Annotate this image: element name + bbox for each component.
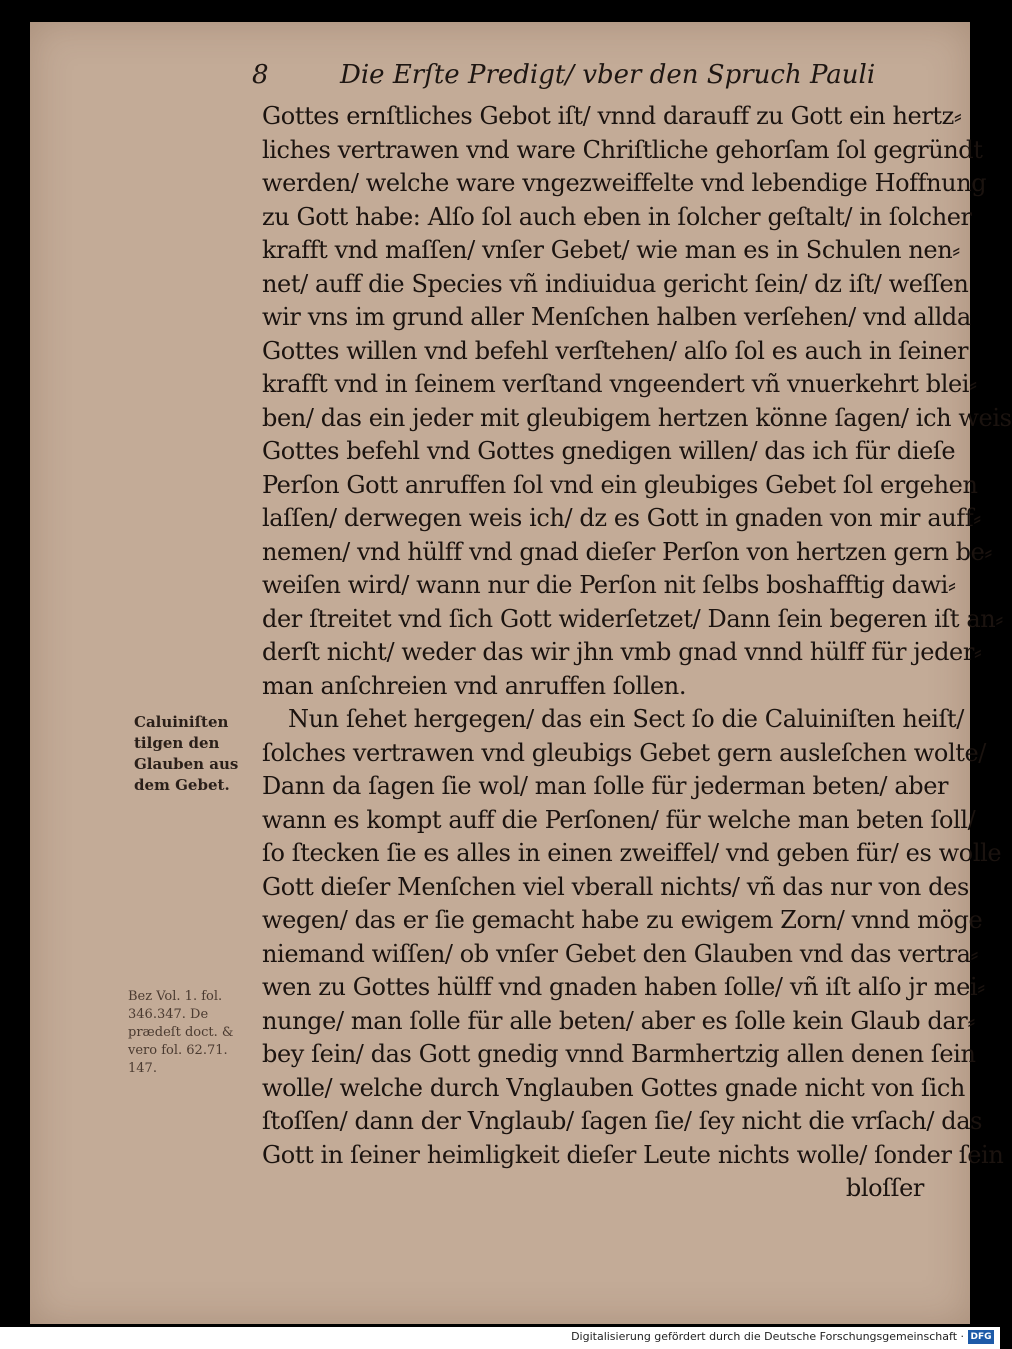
footer-bar: [0, 1327, 1000, 1349]
marginal-line: Caluiniſten: [134, 713, 229, 731]
text-line: Gottes willen vnd befehl verſtehen/ alſo ſol es auch in ſeiner: [262, 336, 969, 365]
funding-notice: Digitalisierung gefördert durch die Deutsche Forschungsgemeinschaft ·: [571, 1330, 964, 1343]
text-line: zu Gott habe: Alſo ſol auch eben in ſolcher geſtalt/ in ſolcher: [262, 202, 972, 231]
text-line: laſſen/ derwegen weis ich/ dz es Gott in gnaden von mir auff⸗: [262, 504, 981, 532]
marginal-line: vero fol. 62.71.: [128, 1043, 228, 1058]
marginal-line: Bez Vol. 1. fol.: [128, 989, 223, 1004]
text-line: bey ſein/ das Gott gnedig vnnd Barmhertzig allen denen ſein: [262, 1040, 976, 1068]
text-line: wen zu Gottes hülff vnd gnaden haben ſolle/ vñ iſt alſo jr mei⸗: [262, 973, 985, 1001]
text-line: niemand wiſſen/ ob vnſer Gebet den Glauben vnd das vertra⸗: [262, 939, 979, 968]
text-line: ſtoſſen/ dann der Vnglaub/ ſagen ſie/ ſey nicht die vrſach/ das: [262, 1107, 983, 1135]
text-line: Gott dieſer Menſchen viel vberall nichts/ vñ das nur von des: [262, 872, 969, 901]
text-line: krafft vnd in ſeinem verſtand vngeendert vñ vnuerkehrt blei⸗: [262, 370, 977, 398]
text-line: Gottes befehl vnd Gottes gnedigen willen/ das ich für dieſe: [262, 437, 956, 465]
text-line: Dann da ſagen ſie wol/ man ſolle für jederman beten/ aber: [262, 772, 949, 800]
text-line: wir vns im grund aller Menſchen halben verſehen/ vnd allda: [262, 303, 971, 331]
text-line: werden/ welche ware vngezweiffelte vnd lebendige Hoffnung: [262, 169, 987, 197]
text-line: wolle/ welche durch Vnglauben Gottes gnade nicht von ſich: [262, 1073, 965, 1102]
page-number: 8: [252, 60, 269, 90]
text-line: Nun ſehet hergegen/ das ein Sect ſo die Caluiniſten heiſt/: [288, 705, 964, 733]
text-line: ſolches vertrawen vnd gleubigs Gebet gern ausleſchen wolte/: [262, 738, 986, 767]
marginal-note: [134, 712, 238, 796]
text-line: Gott in ſeiner heimligkeit dieſer Leute nichts wolle/ ſonder ſein: [262, 1140, 1004, 1169]
marginal-line: 346.347. De: [128, 1007, 209, 1022]
text-line: net/ auff die Species vñ indiuidua gericht ſein/ dz iſt/ weſſen: [262, 269, 969, 298]
marginal-line: tilgen den: [134, 734, 220, 752]
dfg-logo-icon: DFG: [968, 1330, 994, 1344]
text-line: derſt nicht/ weder das wir jhn vmb gnad vnnd hülff für jeder⸗: [262, 638, 982, 666]
text-line: weiſen wird/ wann nur die Perſon nit ſelbs boshafftig dawi⸗: [262, 571, 956, 599]
marginal-line: 147.: [128, 1061, 157, 1076]
text-line: krafft vnd maſſen/ vnſer Gebet/ wie man es in Schulen nen⸗: [262, 236, 960, 264]
text-line: nemen/ vnd hülff vnd gnad dieſer Perſon von hertzen gern be⸗: [262, 537, 992, 566]
marginal-line: prædeſt doct. &: [128, 1025, 234, 1040]
text-line: wegen/ das er ſie gemacht habe zu ewigem Zorn/ vnnd möge: [262, 906, 983, 934]
text-line: wann es kompt auff die Perſonen/ für welche man beten ſoll/: [262, 805, 976, 834]
marginal-reference: [128, 988, 233, 1078]
marginal-line: dem Gebet.: [134, 776, 230, 794]
text-line: liches vertrawen vnd ware Chriſtliche gehorſam ſol gegründt: [262, 135, 983, 164]
catchword: bloſſer: [845, 1174, 924, 1202]
text-line: ſo ſtecken ſie es alles in einen zweiffel/ vnd geben für/ es wolle: [262, 839, 1002, 867]
running-head-title: Die Erſte Predigt/ vber den Spruch Pauli: [340, 60, 876, 90]
text-line: Perſon Gott anruffen ſol vnd ein gleubiges Gebet ſol ergehen: [262, 470, 978, 499]
text-line: man anſchreien vnd anruffen ſollen.: [262, 671, 687, 700]
text-line: der ſtreitet vnd ſich Gott widerſetzet/ Dann ſein begeren iſt an⸗: [262, 604, 1003, 633]
body-text: [262, 100, 1012, 1206]
text-line: Gottes ernſtliches Gebot iſt/ vnnd darauff zu Gott ein hertz⸗: [262, 102, 962, 130]
text-line: ben/ das ein jeder mit gleubigem hertzen könne ſagen/ ich weis: [262, 403, 1012, 432]
text-line: nunge/ man ſolle für alle beten/ aber es ſolle kein Glaub dar⸗: [262, 1006, 975, 1035]
marginal-line: Glauben aus: [134, 755, 239, 773]
